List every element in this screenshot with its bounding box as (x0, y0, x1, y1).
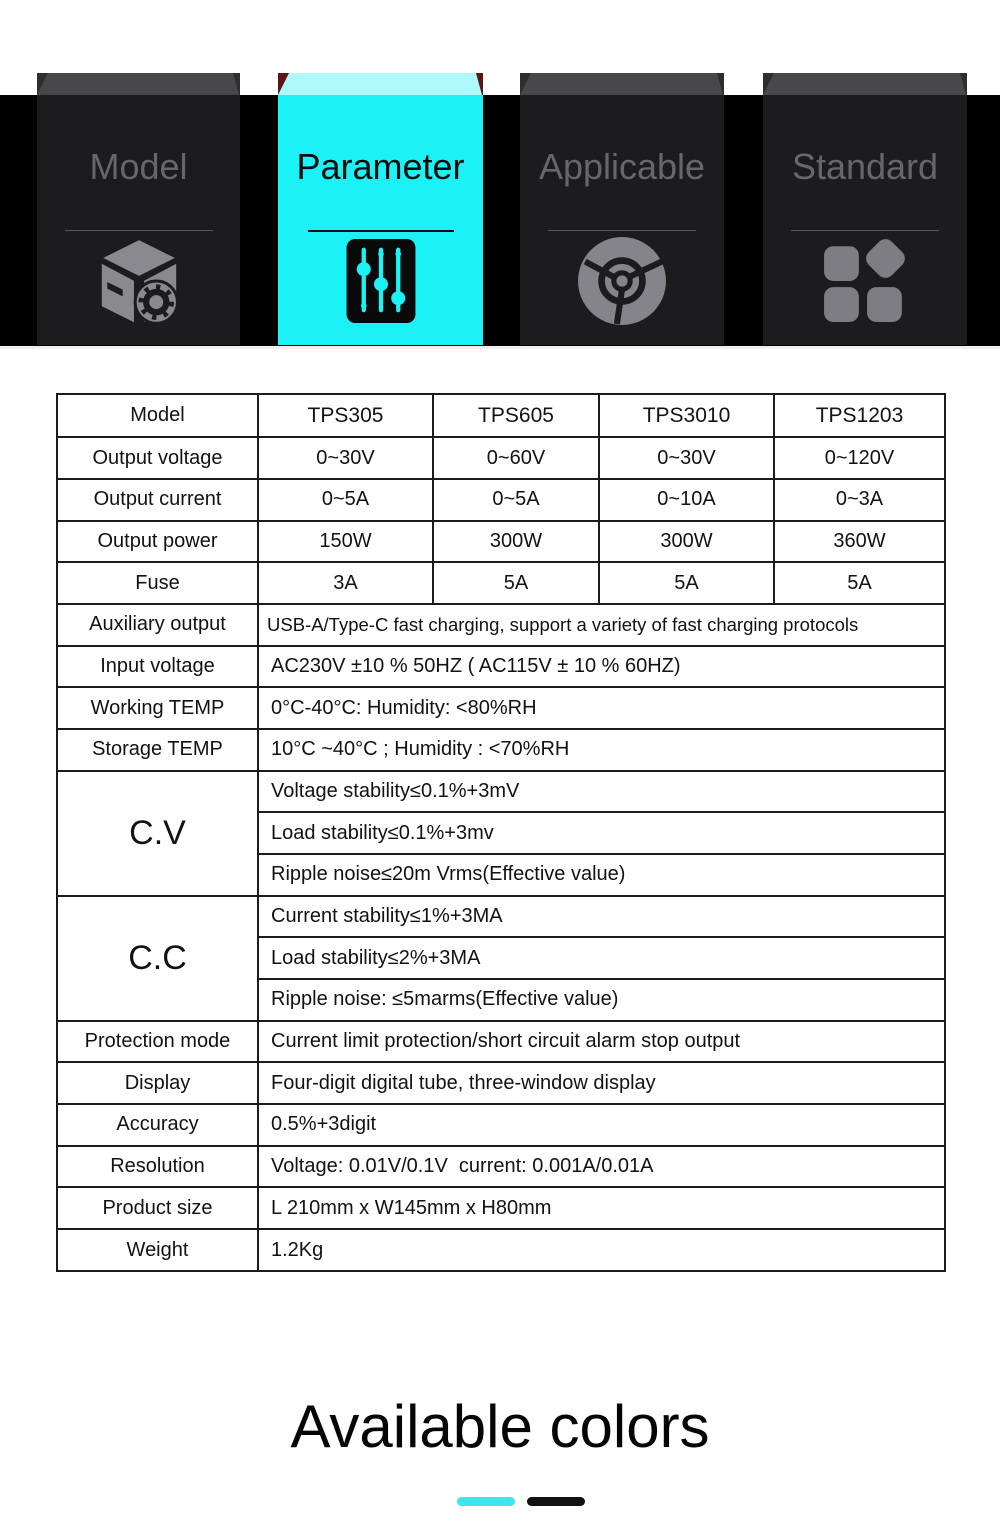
cell-value: 0~5A (258, 479, 433, 521)
cell-value: Ripple noise: ≤5marms(Effective value) (258, 979, 945, 1021)
tab-applicable[interactable] (520, 73, 724, 345)
table-row-group-cc (57, 896, 945, 938)
tab-model-flap (37, 73, 240, 95)
tab-standard-label: Standard (791, 146, 939, 187)
table-row (57, 729, 945, 771)
cell-value: 0~30V (599, 437, 774, 479)
cell-model: TPS1203 (774, 394, 945, 437)
cell-value: Voltage: 0.01V/0.1V current: 0.001A/0.01A (258, 1146, 945, 1188)
chrome-icon (520, 233, 724, 329)
table-row (57, 604, 945, 646)
cell-label: Output power (57, 521, 258, 563)
tab-applicable-flap (520, 73, 724, 95)
cell-label: Product size (57, 1187, 258, 1229)
table-row (57, 1229, 945, 1271)
cell-value: 360W (774, 521, 945, 563)
cell-label: Protection mode (57, 1021, 258, 1063)
tab-model[interactable] (37, 73, 240, 345)
tab-parameter[interactable] (278, 73, 483, 345)
cell-value: 0~60V (433, 437, 599, 479)
tab-underline (65, 230, 213, 231)
cell-label: Resolution (57, 1146, 258, 1188)
cell-value: L 210mm x W145mm x H80mm (258, 1187, 945, 1229)
cell-label: Accuracy (57, 1104, 258, 1146)
cell-value: 0°C-40°C: Humidity: <80%RH (258, 687, 945, 729)
cell-label: Model (57, 394, 258, 437)
cell-value: USB-A/Type-C fast charging, support a variety of fast charging protocols (258, 604, 945, 646)
cell-value: 0~120V (774, 437, 945, 479)
cell-label: Weight (57, 1229, 258, 1271)
table-row (57, 1104, 945, 1146)
shapes-icon (763, 233, 967, 329)
tab-applicable-label: Applicable (538, 146, 706, 187)
available-colors-heading: Available colors (290, 1393, 710, 1460)
cell-value: 1.2Kg (258, 1229, 945, 1271)
cell-label: Fuse (57, 562, 258, 604)
cell-value: Current limit protection/short circuit alarm stop output (258, 1021, 945, 1063)
color-swatches (0, 1497, 1000, 1506)
cell-value: Ripple noise≤20m Vrms(Effective value) (258, 854, 945, 896)
tab-underline (548, 230, 696, 231)
band-shadow (0, 346, 1000, 349)
cell-label: Auxiliary output (57, 604, 258, 646)
sliders-icon (278, 233, 483, 329)
cell-value: 5A (774, 562, 945, 604)
table-row (57, 1146, 945, 1188)
cell-label: Storage TEMP (57, 729, 258, 771)
cell-label: C.V (57, 771, 258, 896)
cell-value: 0~3A (774, 479, 945, 521)
cell-label: C.C (57, 896, 258, 1021)
cell-label: Working TEMP (57, 687, 258, 729)
tab-parameter-label: Parameter (296, 146, 465, 187)
cell-value: Voltage stability≤0.1%+3mV (258, 771, 945, 813)
cell-value: 0~10A (599, 479, 774, 521)
tab-model-label: Model (89, 146, 188, 187)
table-row (57, 521, 945, 563)
table-row (57, 437, 945, 479)
table-row-group-cv (57, 771, 945, 813)
cell-value: 5A (433, 562, 599, 604)
tab-standard[interactable] (763, 73, 967, 345)
cell-value: 0.5%+3digit (258, 1104, 945, 1146)
table-row (57, 646, 945, 688)
tab-standard-flap (763, 73, 967, 95)
table-row (57, 687, 945, 729)
table-row (57, 1187, 945, 1229)
cell-value: Load stability≤2%+3MA (258, 937, 945, 979)
cell-model: TPS3010 (599, 394, 774, 437)
tab-underline (308, 230, 454, 232)
table-row (57, 1062, 945, 1104)
cell-value: Four-digit digital tube, three-window display (258, 1062, 945, 1104)
tab-parameter-flap (278, 73, 483, 95)
cell-label: Output current (57, 479, 258, 521)
cell-value: 0~30V (258, 437, 433, 479)
cell-value: 3A (258, 562, 433, 604)
table-row-header (57, 394, 945, 437)
cell-value: 300W (433, 521, 599, 563)
table-row (57, 1021, 945, 1063)
cell-label: Output voltage (57, 437, 258, 479)
spec-table (56, 393, 946, 1272)
cell-label: Display (57, 1062, 258, 1104)
box-gear-icon (37, 233, 240, 329)
cell-label: Input voltage (57, 646, 258, 688)
cell-value: AC230V ±10 % 50HZ ( AC115V ± 10 % 60HZ) (258, 646, 945, 688)
table-row (57, 479, 945, 521)
table-row (57, 562, 945, 604)
tab-underline (791, 230, 939, 231)
cell-value: 300W (599, 521, 774, 563)
cell-model: TPS605 (433, 394, 599, 437)
cell-value: 150W (258, 521, 433, 563)
cell-value: 0~5A (433, 479, 599, 521)
cell-value: 5A (599, 562, 774, 604)
cell-value: Load stability≤0.1%+3mv (258, 812, 945, 854)
cyan-color-swatch[interactable] (457, 1497, 515, 1506)
cell-model: TPS305 (258, 394, 433, 437)
cell-value: Current stability≤1%+3MA (258, 896, 945, 938)
black-color-swatch[interactable] (527, 1497, 585, 1506)
cell-value: 10°C ~40°C ; Humidity : <70%RH (258, 729, 945, 771)
